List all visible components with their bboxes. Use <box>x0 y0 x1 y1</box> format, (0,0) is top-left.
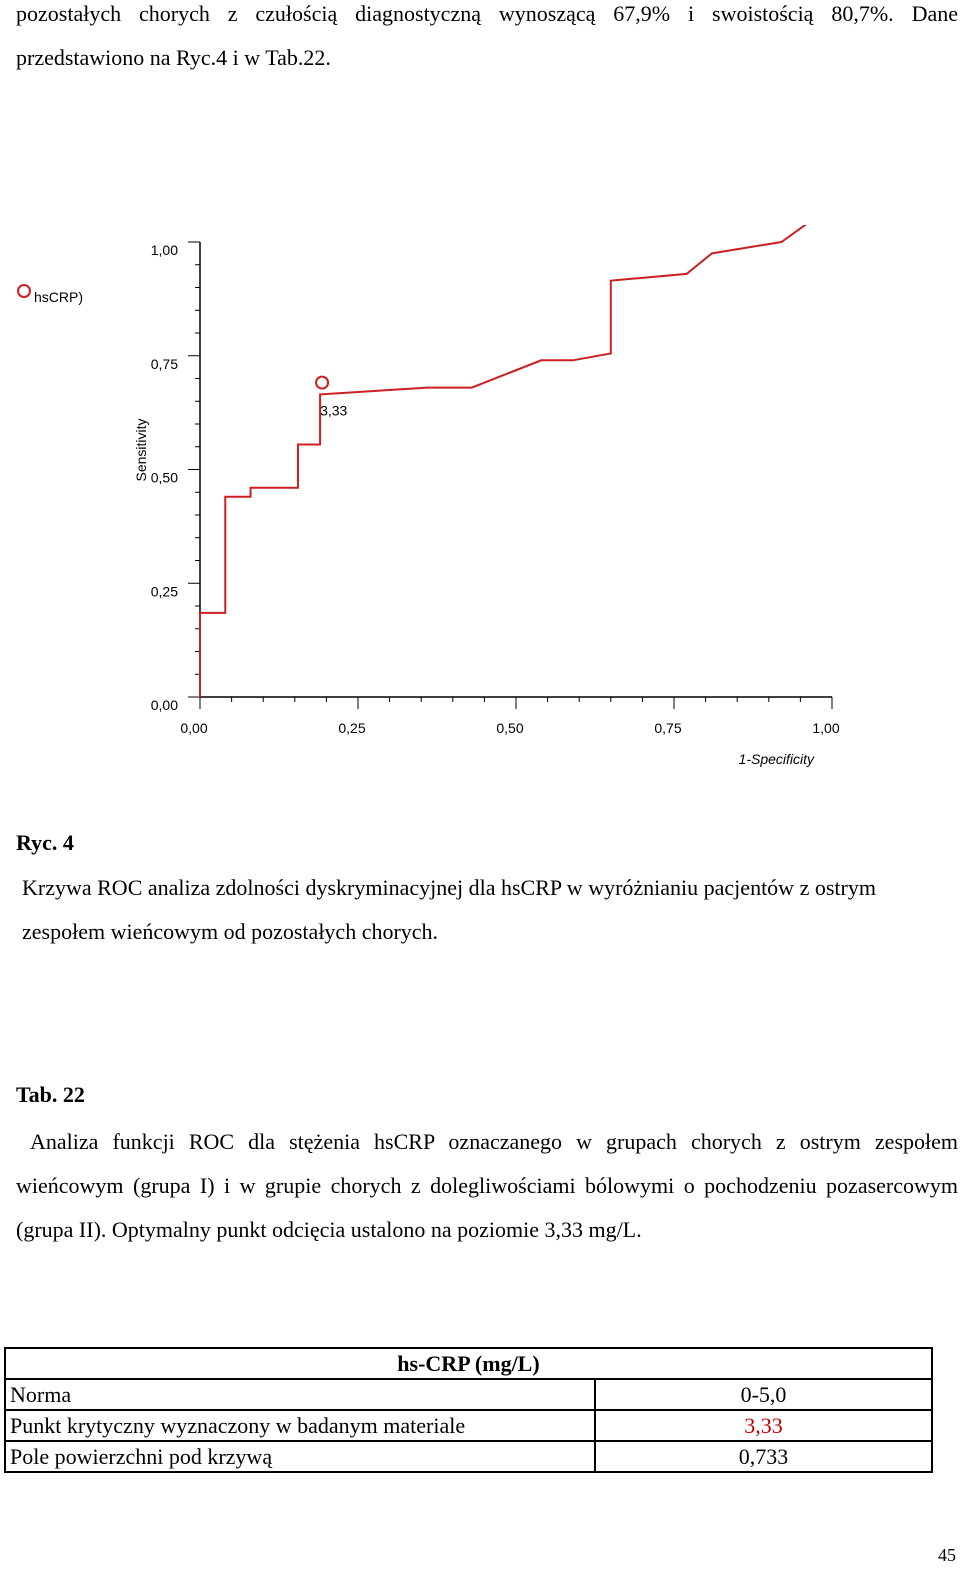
x-tick-label: 0,50 <box>496 720 524 736</box>
legend-marker <box>18 285 30 297</box>
row-value-auc: 0,733 <box>595 1441 932 1472</box>
table-header-row <box>5 1348 932 1379</box>
y-tick-label: 0,25 <box>150 583 178 600</box>
row-value-cutoff: 3,33 <box>595 1410 932 1441</box>
intro-paragraph: pozostałych chorych z czułością diagnostyczną wynoszącą 67,9% i swoistością 80,7%. Dane przedstawiono na Ryc.4 i w Tab.22. <box>16 1 958 70</box>
table-header: hs-CRP (mg/L) <box>5 1348 932 1379</box>
legend-label: hsCRP) <box>34 289 84 305</box>
table-row <box>5 1379 932 1410</box>
roc-curve-line <box>200 225 832 697</box>
x-axis-title: 1-Specificity <box>738 751 814 767</box>
y-tick-label: 0,50 <box>150 469 178 486</box>
x-tick-label: 0,25 <box>338 720 366 736</box>
y-tick-label: 0,00 <box>150 697 178 713</box>
table-row <box>5 1410 932 1441</box>
row-label-auc: Pole powierzchni pod krzywą <box>5 1441 595 1472</box>
x-tick-label: 0,75 <box>654 720 682 736</box>
table-row <box>5 1441 932 1472</box>
figure-caption: Krzywa ROC analiza zdolności dyskryminacyjnej dla hsCRP w wyróżnianiu pacjentów z ostrym zespołem wieńcowym od pozostałych chorych. <box>22 875 876 944</box>
cutoff-point-marker <box>316 377 328 389</box>
roc-chart <box>0 225 960 785</box>
row-label-cutoff: Punkt krytyczny wyznaczony w badanym materiale <box>5 1410 595 1441</box>
results-table <box>4 1347 933 1473</box>
x-tick-label: 1,00 <box>812 720 840 736</box>
row-label-norma: Norma <box>5 1379 595 1410</box>
y-tick-label: 1,00 <box>150 242 178 258</box>
page-number: 45 <box>938 1545 956 1565</box>
y-axis-title: Sensitivity <box>133 418 149 482</box>
row-value-norma: 0-5,0 <box>595 1379 932 1410</box>
table-label: Tab. 22 <box>16 1082 85 1107</box>
y-tick-label: 0,75 <box>150 355 178 372</box>
cutoff-point-label: 3,33 <box>320 402 348 419</box>
x-tick-label: 0,00 <box>180 720 208 736</box>
table-description: Analiza funkcji ROC dla stężenia hsCRP oznaczanego w grupach chorych z ostrym zespołem wieńcowym (grupa I) i w grupie chorych z dolegliwościami bólowymi o pochodzeniu pozasercowym (grupa II). Optymalny punkt odcięcia ustalono na poziomie 3,33 mg/L. <box>16 1129 958 1242</box>
figure-label: Ryc. 4 <box>16 830 74 855</box>
